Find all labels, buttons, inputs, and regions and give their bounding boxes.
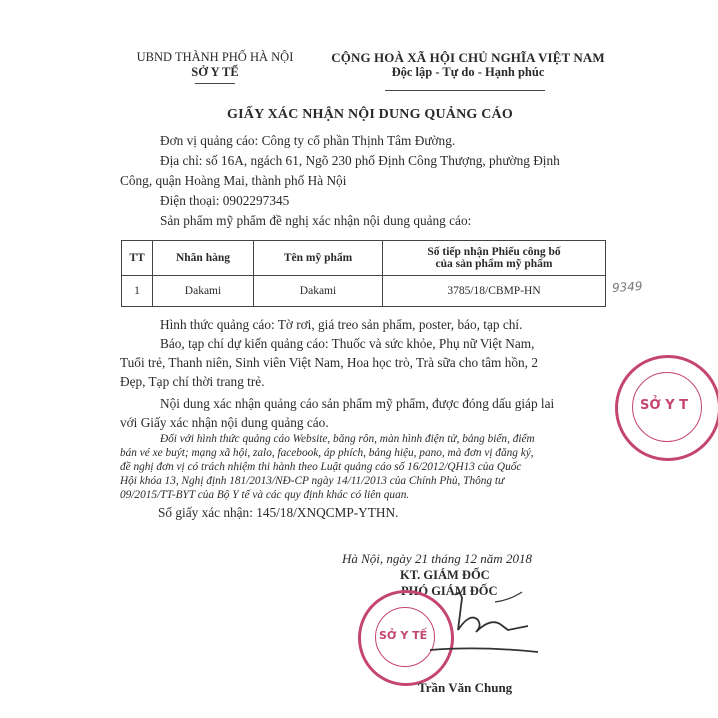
note-line-3: đề nghị đơn vị có trách nhiệm thi hành theo Luật quảng cáo số 16/2012/QH13 của Quốc — [120, 461, 522, 473]
cell-receipt-number: 3785/18/CBMP-HN — [383, 276, 606, 307]
products-intro: Sản phẩm mỹ phẩm đề nghị xác nhận nội dung quảng cáo: — [160, 213, 472, 228]
note-line-4: Hội khóa 13, Nghị định 181/2013/NĐ-CP ngày 14/11/2013 của Chính Phủ, Thông tư — [120, 475, 505, 487]
signer-name: Trần Văn Chung — [418, 680, 513, 695]
address-line-2: Công, quận Hoàng Mai, thành phố Hà Nội — [120, 173, 347, 188]
cell-product-name: Dakami — [254, 276, 383, 307]
certificate-number: Số giấy xác nhận: 145/18/XNQCMP-YTHN. — [158, 505, 399, 520]
margin-seal-stamp — [615, 355, 718, 461]
document-title: GIẤY XÁC NHẬN NỘI DUNG QUẢNG CÁO — [227, 107, 513, 122]
signer-role-1: KT. GIÁM ĐỐC — [400, 568, 490, 582]
cell-tt: 1 — [122, 276, 153, 307]
issuer-header — [120, 50, 310, 80]
note-line-1: Đối với hình thức quảng cáo Website, băng rôn, màn hình điện tử, bảng biển, điểm — [160, 433, 535, 445]
national-motto: Độc lập - Tự do - Hạnh phúc — [391, 65, 545, 79]
content-line-1: Nội dung xác nhận quảng cáo sản phẩm mỹ phẩm, được đóng dấu giáp lai — [160, 396, 555, 411]
press-line-1: Báo, tạp chí dự kiến quảng cáo: Thuốc và sức khỏe, Phụ nữ Việt Nam, — [160, 336, 535, 351]
cell-brand: Dakami — [153, 276, 254, 307]
advertiser-line: Đơn vị quảng cáo: Công ty cổ phần Thịnh Tâm Đường. — [160, 133, 456, 148]
motto-underline — [385, 90, 545, 91]
national-header — [318, 50, 618, 80]
note-line-2: bán vé xe buýt; mạng xã hội, zalo, facebook, áp phích, bảng hiệu, pano, mà đơn vị đăng ký, — [120, 447, 534, 459]
col-tt: TT — [122, 241, 153, 276]
ad-format-line: Hình thức quảng cáo: Tờ rơi, giá treo sản phẩm, poster, báo, tạp chí. — [160, 317, 523, 332]
press-line-3: Đẹp, Tạp chí thời trang trẻ. — [120, 374, 265, 389]
product-table — [121, 240, 606, 307]
issuer-city: UBND THÀNH PHỐ HÀ NỘI — [136, 50, 294, 64]
content-line-2: với Giấy xác nhận nội dung quảng cáo. — [120, 415, 329, 430]
col-product-name: Tên mỹ phẩm — [254, 241, 383, 276]
handwritten-signature — [400, 590, 540, 660]
handwritten-number: 9349 — [611, 278, 643, 296]
note-line-5: 09/2015/TT-BYT của Bộ Y tế và các quy định khác có liên quan. — [120, 489, 410, 501]
table-header-row — [122, 241, 606, 276]
phone-line: Điện thoại: 0902297345 — [160, 193, 290, 208]
margin-seal-text: SỞ Y T — [640, 398, 689, 413]
address-line-1: Địa chỉ: số 16A, ngách 61, Ngõ 230 phố Định Công Thượng, phường Định — [160, 153, 560, 168]
signing-date: Hà Nội, ngày 21 tháng 12 năm 2018 — [342, 551, 532, 566]
issuer-department: SỞ Y TẾ — [191, 65, 239, 79]
col-receipt-number: Số tiếp nhận Phiếu công bố của sản phẩm mỹ phẩm — [383, 241, 606, 276]
issuer-underline — [195, 83, 235, 84]
press-line-2: Tuổi trẻ, Thanh niên, Sinh viên Việt Nam, Hoa học trò, Trà sữa cho tâm hồn, 2 — [120, 355, 538, 370]
seal-center-text: SỞ Y TẾ — [379, 629, 428, 642]
national-title: CỘNG HOÀ XÃ HỘI CHỦ NGHĨA VIỆT NAM — [331, 50, 605, 65]
signer-role-2: PHÓ GIÁM ĐỐC — [401, 584, 498, 598]
table-row — [122, 276, 606, 307]
col-brand: Nhãn hàng — [153, 241, 254, 276]
